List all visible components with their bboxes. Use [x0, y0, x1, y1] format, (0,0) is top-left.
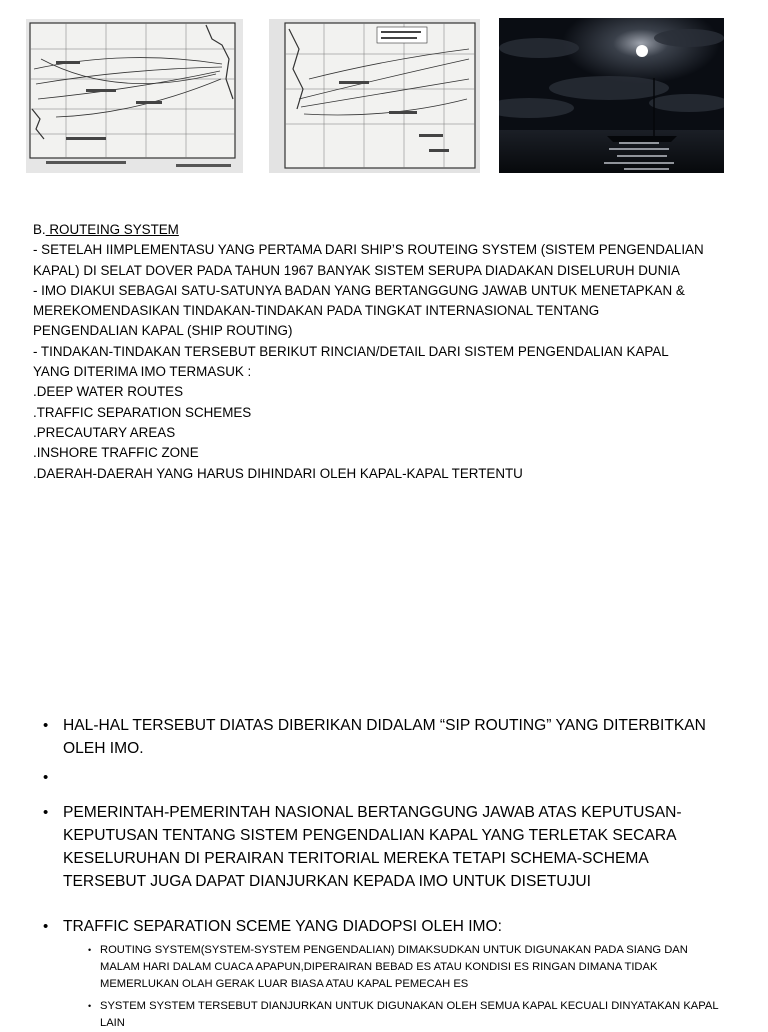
text-line: - SETELAH IIMPLEMENTASU YANG PERTAMA DARI SHIP’S ROUTEING SYSTEM (SISTEM PENGENDALIAN — [33, 242, 704, 258]
heading-prefix: B. — [33, 222, 46, 237]
sub-bullet-item — [88, 942, 720, 993]
bullet-dot-icon: • — [43, 804, 49, 821]
bullet-item — [43, 714, 733, 760]
bullet-item — [43, 915, 733, 938]
bullet-text: HAL-HAL TERSEBUT DIATAS DIBERIKAN DIDALAM “SIP ROUTING” YANG DITERBITKAN OLEH IMO. — [63, 717, 706, 757]
list-item: .TRAFFIC SEPARATION SCHEMES — [33, 404, 252, 420]
sub-bullet-text: ROUTING SYSTEM(SYSTEM-SYSTEM PENGENDALIAN) DIMAKSUDKAN UNTUK DIGUNAKAN PADA SIANG DAN MALAM HARI DALAM CUACA APAPUN,DIPERAIRAN BEBAD ES ATAU KONDISI ES RINGAN DIMANA TIDAK MEMERLUKAN OLAH GERAK LUAR BIASA ATAU KAPAL PEMECAH ES — [100, 944, 688, 990]
list-item: .DAERAH-DAERAH YANG HARUS DIHINDARI OLEH KAPAL-KAPAL TERTENTU — [33, 465, 523, 481]
night-sailboat-photo — [499, 18, 724, 173]
nautical-chart-image-1 — [26, 19, 243, 173]
text-line: MEREKOMENDASIKAN TINDAKAN-TINDAKAN PADA TINGKAT INTERNASIONAL TENTANG — [33, 303, 600, 319]
list-item: .INSHORE TRAFFIC ZONE — [33, 445, 199, 461]
text-line: - TINDAKAN-TINDAKAN TERSEBUT BERIKUT RINCIAN/DETAIL DARI SISTEM PENGENDALIAN KAPAL — [33, 343, 669, 359]
heading-title: ROUTEING SYSTEM — [45, 222, 179, 237]
text-line: YANG DITERIMA IMO TERMASUK : — [33, 364, 252, 380]
sub-bullet-item — [88, 998, 720, 1032]
list-item: .DEEP WATER ROUTES — [33, 384, 184, 400]
nautical-chart-image-2 — [269, 19, 480, 173]
bullet-item — [43, 801, 733, 893]
bullet-dot-icon: • — [43, 769, 49, 786]
bullet-dot-icon: • — [43, 918, 49, 935]
list-item: .PRECAUTARY AREAS — [33, 424, 176, 440]
bullet-list — [43, 714, 733, 1032]
section-heading — [33, 220, 745, 240]
sub-bullet-text: SYSTEM SYSTEM TERSEBUT DIANJURKAN UNTUK DIGUNAKAN OLEH SEMUA KAPAL KECUALI DINYATAKAN KAPAL LAIN — [100, 1000, 719, 1029]
text-line: KAPAL) DI SELAT DOVER PADA TAHUN 1967 BANYAK SISTEM SERUPA DIADAKAN DISELURUH DUNIA — [33, 262, 680, 278]
bullet-dot-icon: • — [43, 717, 49, 734]
bullet-item-empty — [43, 766, 733, 789]
bullet-dot-icon: • — [88, 945, 92, 955]
routeing-system-section — [33, 220, 745, 484]
text-line: PENGENDALIAN KAPAL (SHIP ROUTING) — [33, 323, 293, 339]
bullet-dot-icon: • — [88, 1001, 92, 1011]
text-line: - IMO DIAKUI SEBAGAI SATU-SATUNYA BADAN YANG BERTANGGUNG JAWAB UNTUK MENETAPKAN & — [33, 282, 685, 298]
bullet-text: PEMERINTAH-PEMERINTAH NASIONAL BERTANGGUNG JAWAB ATAS KEPUTUSAN-KEPUTUSAN TENTANG SISTEM PENGENDALIAN KAPAL YANG TERLETAK SECARA KESELURUHAN DI PERAIRAN TERITORIAL MEREKA TETAPI SCHEMA-SCHEMA TERSEBUT JUGA DAPAT DIANJURKAN KEPADA IMO UNTUK DISETUJUI — [63, 804, 682, 890]
bullet-text: TRAFFIC SEPARATION SCEME YANG DIADOPSI OLEH IMO: — [63, 918, 502, 935]
